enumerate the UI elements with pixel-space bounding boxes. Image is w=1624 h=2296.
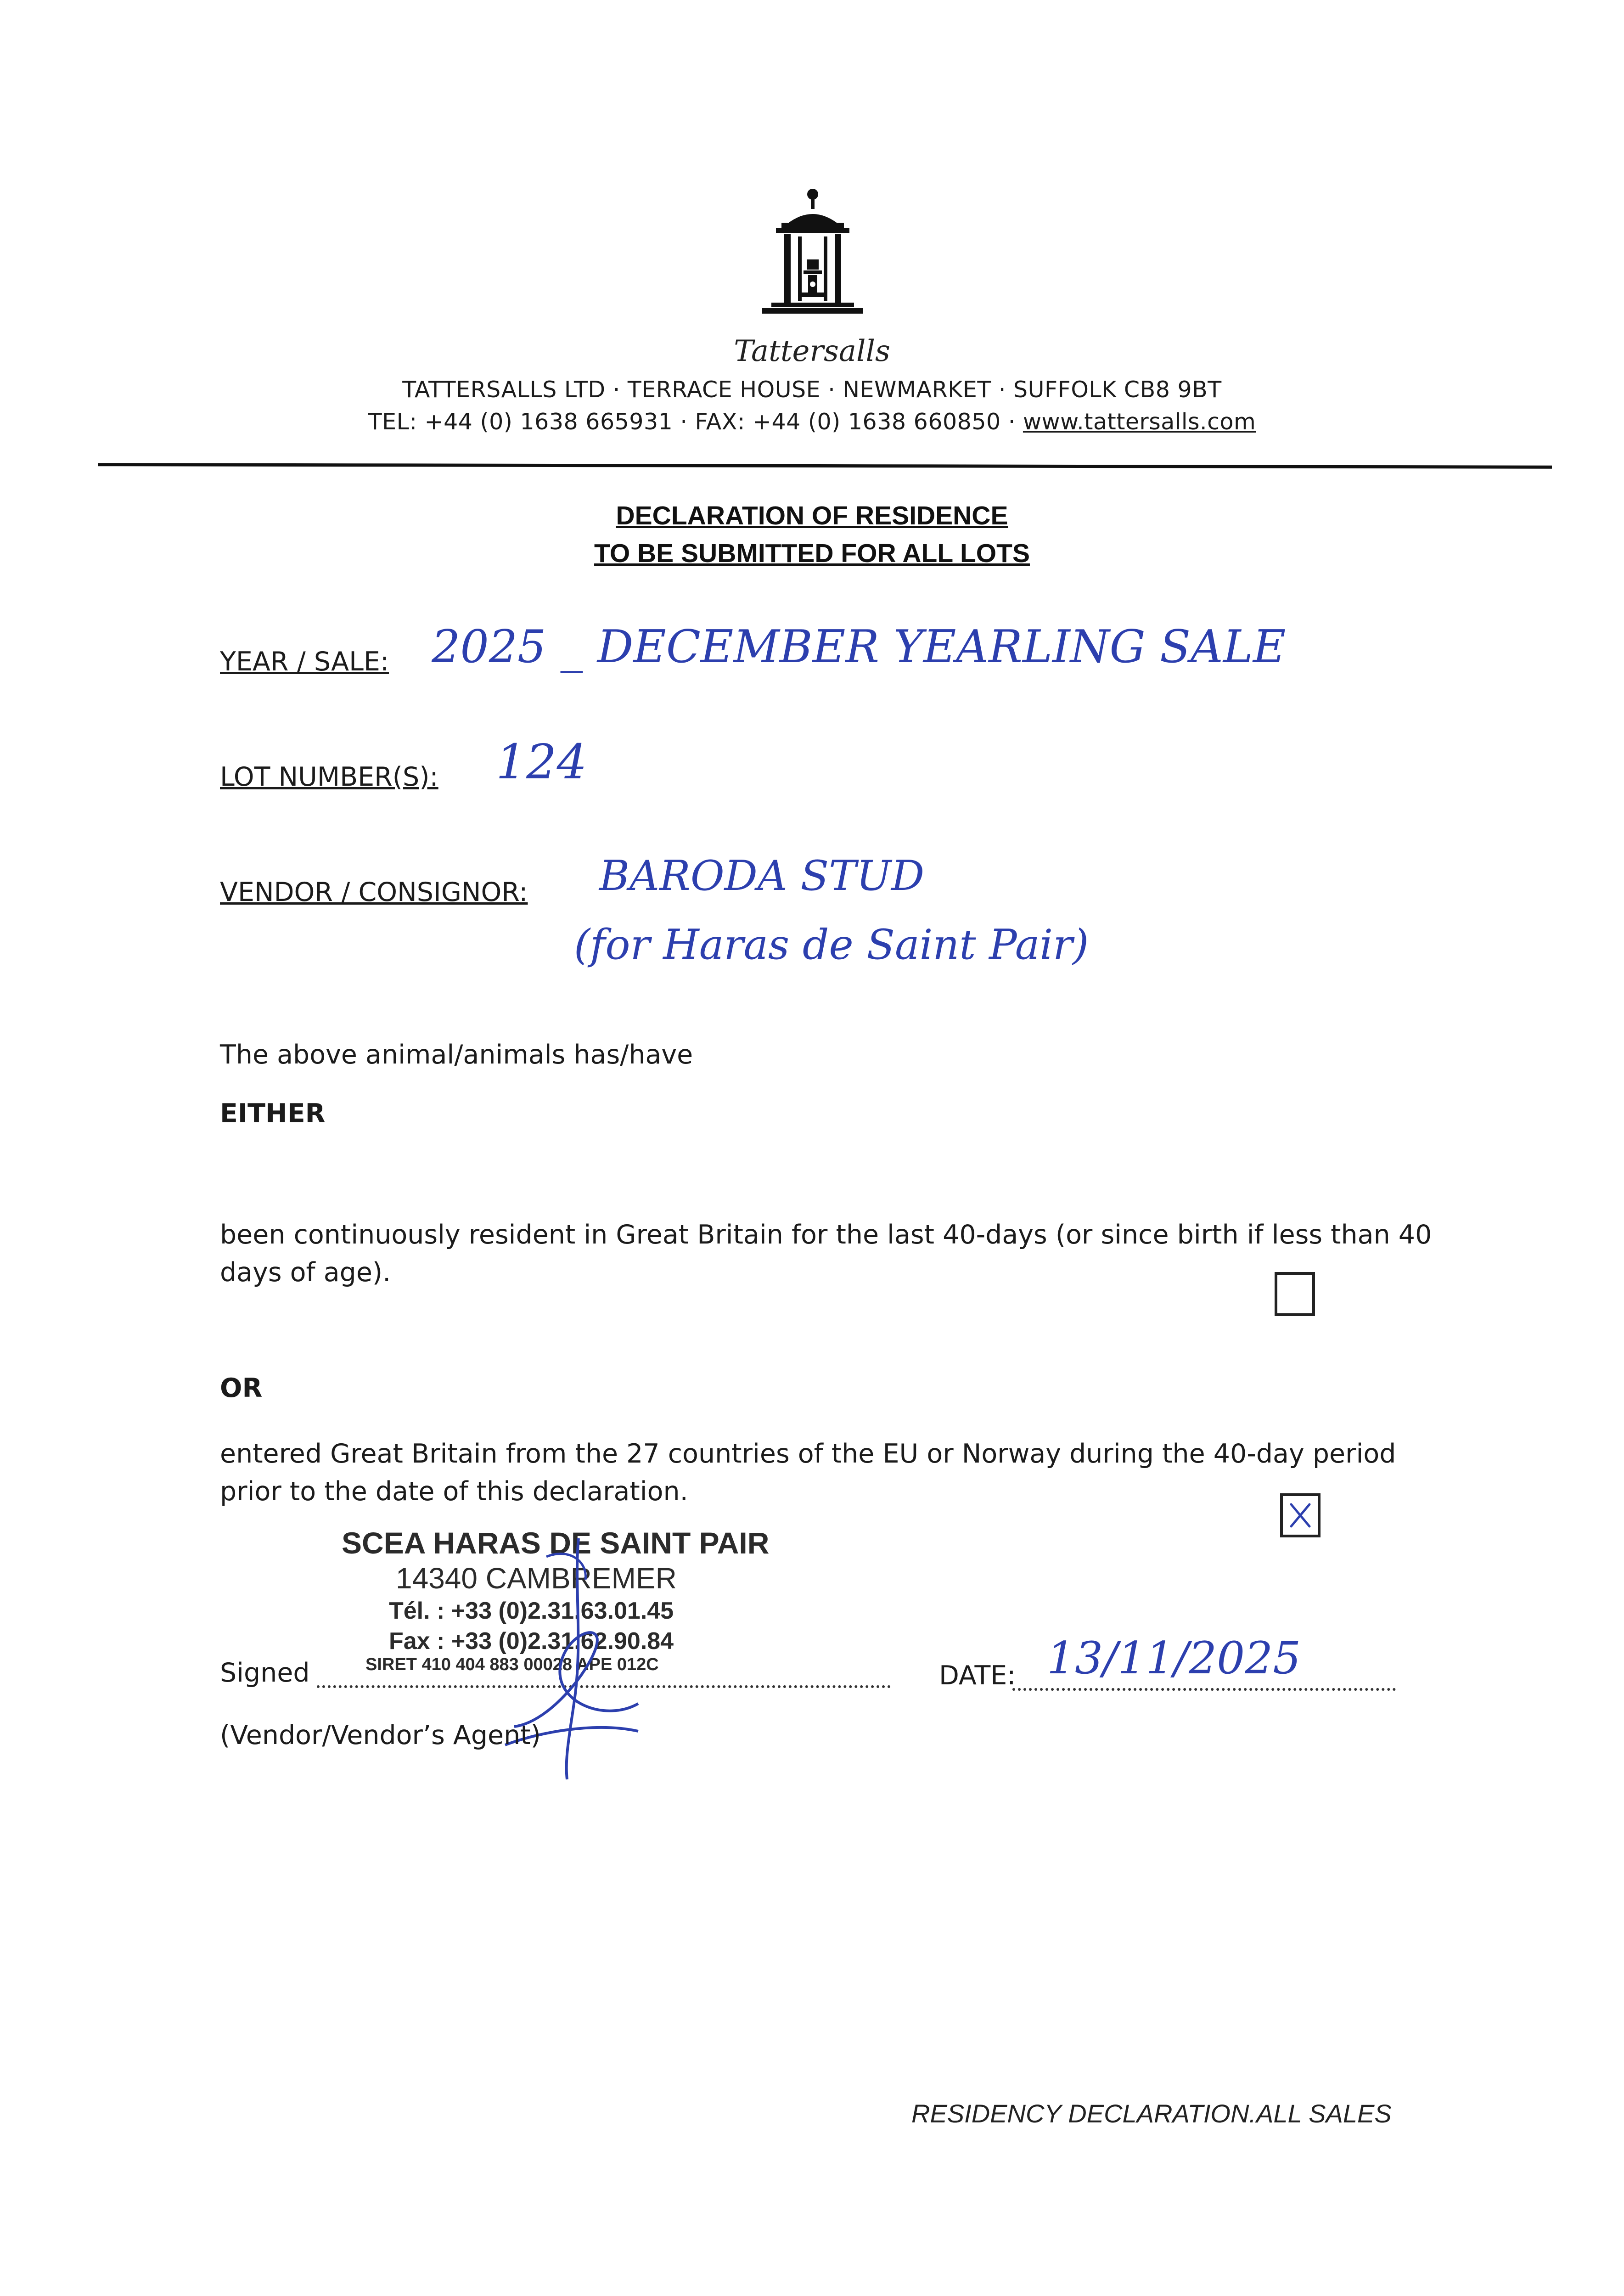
stamp-siret: SIRET 410 404 883 00028 APE 012C xyxy=(365,1655,659,1674)
option2-line1: entered Great Britain from the 27 countries of the EU or Norway during the 40-day period xyxy=(220,1439,1396,1469)
stamp-telephone: Tél. : +33 (0)2.31.63.01.45 xyxy=(389,1598,674,1624)
option1-line1: been continuously resident in Great Britain for the last 40-days (or since birth if less than 40 xyxy=(220,1220,1432,1250)
vendor-value-line2[interactable]: (for Haras de Saint Pair) xyxy=(574,921,1089,969)
form-title: DECLARATION OF RESIDENCE xyxy=(616,501,1008,530)
contact-numbers: TEL: +44 (0) 1638 665931 · FAX: +44 (0) 1638 660850 · xyxy=(368,409,1023,435)
signatory-role: (Vendor/Vendor’s Agent) xyxy=(220,1720,541,1750)
lot-number-value[interactable]: 124 xyxy=(496,734,587,790)
vendor-label: VENDOR / CONSIGNOR: xyxy=(220,877,528,907)
company-contact xyxy=(0,409,1624,435)
brand-name: Tattersalls xyxy=(734,334,890,368)
form-subtitle: TO BE SUBMITTED FOR ALL LOTS xyxy=(594,539,1030,568)
website-link[interactable]: www.tattersalls.com xyxy=(1023,409,1256,435)
year-sale-value[interactable]: 2025 _ DECEMBER YEARLING SALE xyxy=(432,621,1286,673)
stamp-address: 14340 CAMBREMER xyxy=(396,1562,677,1595)
signed-label: Signed xyxy=(220,1658,310,1688)
stamp-fax: Fax : +33 (0)2.31.62.90.84 xyxy=(389,1628,674,1654)
header-divider xyxy=(98,463,1552,469)
tattersalls-logo-icon xyxy=(744,186,882,333)
checkbox-x-mark-icon xyxy=(1283,1496,1318,1535)
stamp-company-name: SCEA HARAS DE SAINT PAIR xyxy=(342,1526,770,1560)
declaration-intro: The above animal/animals has/have xyxy=(220,1040,693,1070)
date-label: DATE: xyxy=(939,1660,1016,1691)
date-line xyxy=(1012,1688,1396,1691)
option1-checkbox[interactable] xyxy=(1275,1272,1315,1316)
lot-number-label: LOT NUMBER(S): xyxy=(220,762,438,792)
option2-line2: prior to the date of this declaration. xyxy=(220,1476,688,1507)
company-address: TATTERSALLS LTD · TERRACE HOUSE · NEWMARKET · SUFFOLK CB8 9BT xyxy=(402,377,1222,403)
footer-reference: RESIDENCY DECLARATION.ALL SALES xyxy=(911,2099,1392,2128)
option2-checkbox[interactable] xyxy=(1280,1493,1321,1537)
vendor-value-line1[interactable]: BARODA STUD xyxy=(599,852,925,900)
option1-line2: days of age). xyxy=(220,1257,391,1288)
year-sale-label: YEAR / SALE: xyxy=(220,647,389,677)
or-label: OR xyxy=(220,1373,263,1403)
date-value[interactable]: 13/11/2025 xyxy=(1047,1632,1301,1684)
either-label: EITHER xyxy=(220,1098,326,1129)
